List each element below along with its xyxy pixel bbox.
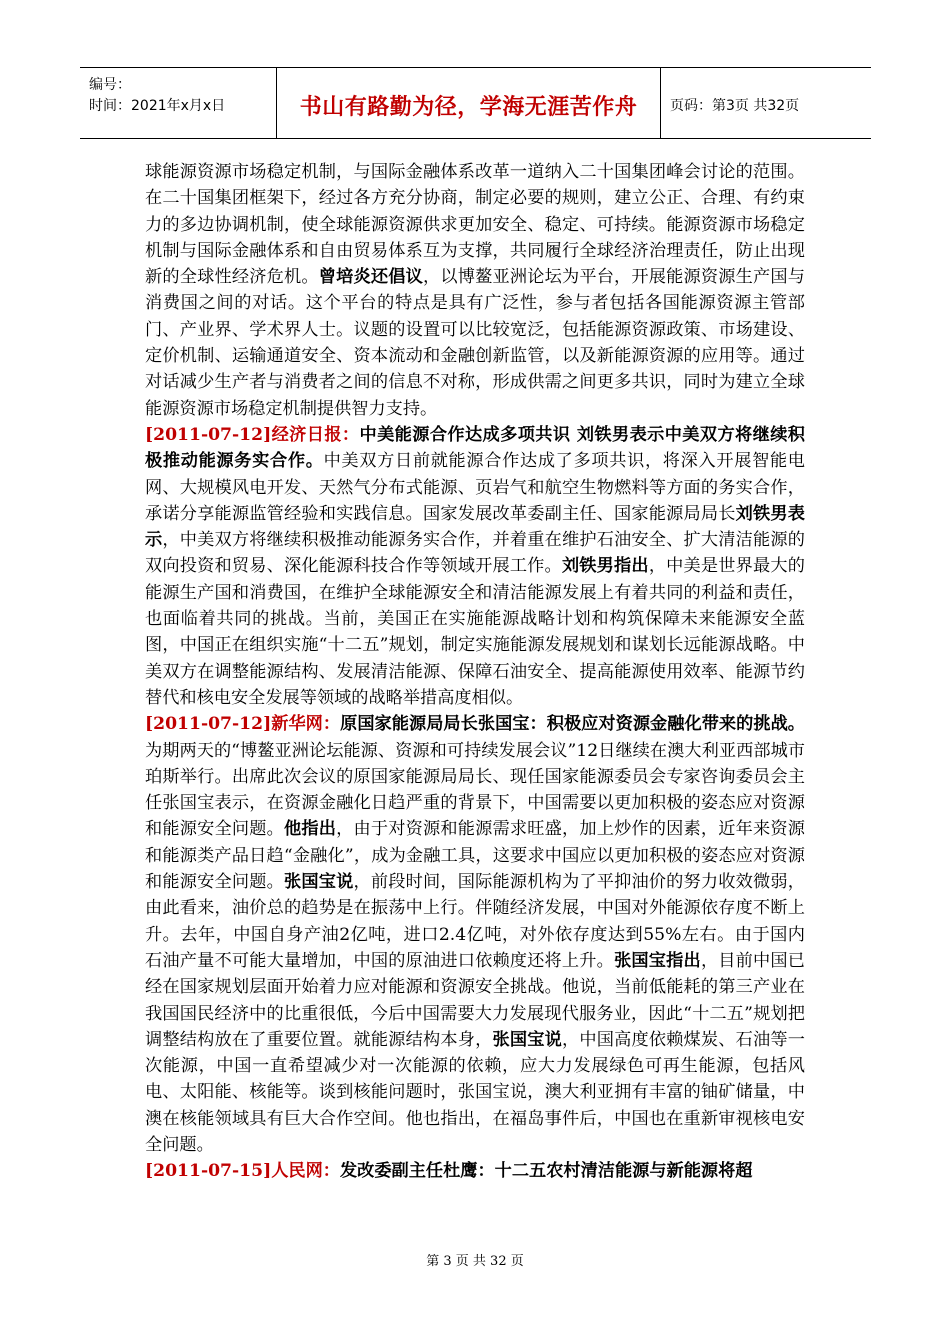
header-motto: 书山有路勤为径，学海无涯苦作舟 [299, 95, 638, 120]
body-text: 球能源资源市场稳定机制，与国际金融体系改革一道纳入二十国集团峰会讨论的范围。在二十国集团框架下，经过各方充分协商，制定必要的规则，建立公正、合理、有约束力的多边协调机制，使全球能源资源供求更加安全、稳定、可持续。能源资源市场稳定机制与国际金融体系和自由贸易体系互为支撑，共同履行全球经济治理责任，防止出现新的全球性经济危机。 [145, 162, 805, 288]
document-date-label: 时间：2021年x月x日 [89, 98, 226, 114]
body-text: ，中美双方将继续积极推动能源务实合作，并着重在维护石油安全、扩大清洁能源的双向投资和贸易、深化能源科技合作等领域开展工作。 [145, 530, 805, 577]
document-number-label: 编号： [89, 77, 131, 93]
paragraph-energy-mechanism [145, 159, 805, 422]
news-source-tag: [2011-07-12]新华网： [145, 714, 341, 735]
body-text: ，目前中国已经在国家规划层面开始着力应对能源和资源安全挑战。他说，当前低能耗的第三产业在我国国民经济中的比重很低，今后中国需要大力发展现代服务业，因此“十二五”规划把调整结构放在了重要位置。就能源结构本身， [145, 950, 805, 1050]
body-text: ，由于对资源和能源需求旺盛，加上炒作的因素，近年来资源和能源类产品日趋“金融化”，成为金融工具，这要求中国应以更加积极的姿态应对资源和能源安全问题。 [145, 819, 805, 893]
bold-phrase: 刘铁男指出 [561, 556, 649, 577]
body-text: 中美双方日前就能源合作达成了多项共识，将深入开展智能电网、大规模风电开发、天然气分布式能源、页岩气和航空生物燃料等方面的务实合作，承诺分享能源监管经验和实践信息。国家发展改革委副主任、国家能源局局长 [145, 451, 805, 524]
news-source-tag: [2011-07-15]人民网： [145, 1161, 340, 1182]
body-text: ，中美是世界最大的能源生产国和消费国，在维护全球能源安全和清洁能源发展上有着共同的利益和责任，也面临着共同的挑战。当前，美国正在实施能源战略计划和构筑保障未来能源安全蓝图，中国正在组织实施“十二五”规划，制定实施能源发展规划和谋划长远能源战略。中美双方在调整能源结构、发展清洁能源、保障石油安全、提高能源使用效率、能源节约替代和核电安全发展等领域的战略举措高度相似。 [145, 556, 805, 708]
bold-phrase: 曾培炎还倡议 [318, 267, 423, 288]
paragraph-resource-financialization [145, 711, 805, 1158]
header-motto-cell [277, 68, 661, 138]
news-headline: 中美能源合作达成多项共识 刘铁男表示中美双方将继续积极推动能源务实合作。 [145, 424, 805, 472]
bold-phrase: 张国宝说 [492, 1029, 562, 1050]
bold-phrase: 他指出 [283, 819, 337, 840]
news-headline: 原国家能源局局长张国宝：积极应对资源金融化带来的挑战。 [340, 714, 805, 735]
header-page-info: 页码：第3页 共32页 [670, 98, 800, 114]
header-page-cell [661, 68, 871, 138]
body-text: ，前段时间，国际能源机构为了平抑油价的努力收效微弱，由此看来，油价总的趋势是在振荡中上行。伴随经济发展，中国对外能源依存度不断上升。去年，中国自身产油2亿吨，进口2.4亿吨，对外依存度达到55%左右。由于国内石油产量不可能大量增加，中国的原油进口依赖度还将上升。 [145, 872, 805, 971]
body-text: 为期两天的“博鳌亚洲论坛能源、资源和可持续发展会议”12日继续在澳大利亚西部城市珀斯举行。出席此次会议的原国家能源局局长、现任国家能源委员会专家咨询委员会主任张国宝表示，在资源金融化日趋严重的背景下，中国需要以更加积极的姿态应对资源和能源安全问题。 [145, 740, 805, 840]
page-header [80, 67, 871, 139]
bold-phrase: 张国宝指出 [614, 950, 701, 971]
page-footer: 第 3 页 共 32 页 [426, 1254, 524, 1269]
paragraph-sino-us-energy [145, 422, 805, 711]
body-text: ，中国高度依赖煤炭、石油等一次能源，中国一直希望减少对一次能源的依赖，应大力发展绿色可再生能源，包括风电、太阳能、核能等。谈到核能问题时，张国宝说，澳大利亚拥有丰富的铀矿储量，中澳在核能领域具有巨大合作空间。他也指出，在福岛事件后，中国也在重新审视核电安全问题。 [145, 1029, 805, 1155]
document-body [145, 159, 805, 1185]
bold-phrase: 张国宝说 [283, 872, 354, 893]
paragraph-rural-clean-energy [145, 1158, 805, 1184]
bold-phrase: 刘铁男表示 [145, 503, 805, 551]
news-source-tag: [2011-07-12]经济日报： [145, 424, 360, 445]
header-meta-cell [80, 68, 277, 138]
news-headline: 发改委副主任杜鹰：十二五农村清洁能源与新能源将超 [339, 1161, 753, 1182]
body-text: ，以博鳌亚洲论坛为平台，开展能源资源生产国与消费国之间的对话。这个平台的特点是具有广泛性，参与者包括各国能源资源主管部门、产业界、学术界人士。议题的设置可以比较宽泛，包括能源资源政策、市场建设、定价机制、运输通道安全、资本流动和金融创新监管，以及新能源资源的应用等。通过对话减少生产者与消费者之间的信息不对称，形成供需之间更多共识，同时为建立全球能源资源市场稳定机制提供智力支持。 [145, 267, 805, 419]
